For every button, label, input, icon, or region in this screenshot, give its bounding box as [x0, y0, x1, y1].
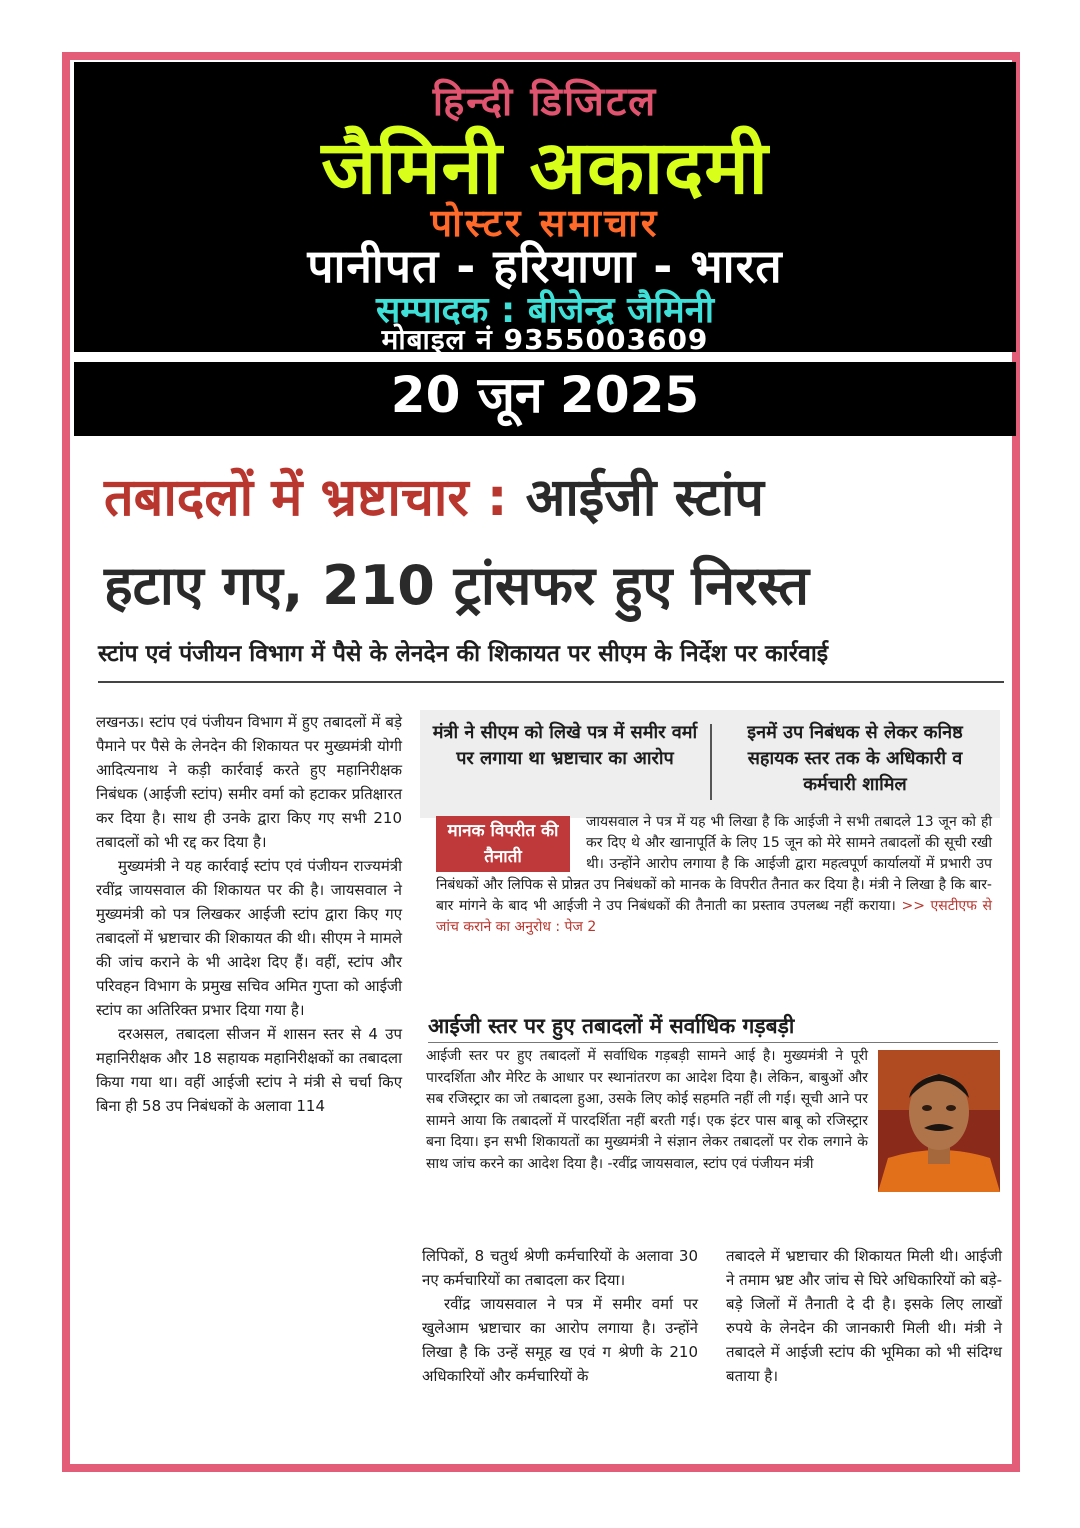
- masthead-subtitle: पोस्टर समाचार: [430, 201, 660, 245]
- divider: [98, 681, 1004, 683]
- masthead-location: पानीपत - हरियाणा - भारत: [307, 239, 783, 293]
- headline-dark: आईजी स्टांप: [525, 468, 764, 528]
- news-clipping: [84, 446, 1010, 1456]
- masthead-mobile: मोबाइल नं 9355003609: [381, 323, 709, 356]
- article-column-3: [726, 1244, 1002, 1388]
- minister-quote: आईजी स्तर पर हुए तबादलों में सर्वाधिक गड़बड़ी सामने आई है। मुख्यमंत्री ने पूरी पारदर्शिता और मेरिट के आधार पर स्थानांतरण का आदेश दिया है। लेकिन, बाबुओं और सब रजिस्ट्रार का जो तबादला हुआ, उसके लिए कोई सहमति नहीं ली गई। सूची आने पर सामने आया कि तबादलों में पारदर्शिता नहीं बरती गई। एक इंटर पास बाबू को रजिस्ट्रार बना दिया। इन सभी शिकायतों का मुख्यमंत्री ने संज्ञान लेकर तबादलों पर रोक लगाने के साथ जांच करने का आदेश दिया है। -रवींद्र जायसवाल, स्टांप एवं पंजीयन मंत्री: [426, 1048, 868, 1172]
- section-heading: आईजी स्तर पर हुए तबादलों में सर्वाधिक गड़बड़ी: [428, 1014, 795, 1038]
- masthead-tagline: हिन्दी डिजिटल: [432, 79, 658, 125]
- article-paragraph: मुख्यमंत्री ने यह कार्रवाई स्टांप एवं पंजीयन राज्यमंत्री रवींद्र जायसवाल की शिकायत पर की है। जायसवाल ने मुख्यमंत्री को पत्र लिखकर आईजी स्टांप द्वारा किए गए तबादलों में भ्रष्टाचार की शिकायत की थी। सीएम ने मामले की जांच कराने के भी आदेश दिए हैं। वहीं, स्टांप और परिवहन विभाग के प्रमुख सचिव अमित गुप्ता को आईजी स्टांप का अतिरिक्त प्रभार दिया गया है।: [96, 857, 402, 1019]
- article-paragraph: रवींद्र जायसवाल ने पत्र में समीर वर्मा पर खुलेआम भ्रष्टाचार का आरोप लगाया है। उन्होंने लिखा है कि उन्हें समूह ख एवं ग श्रेणी के 210 अधिकारियों और कर्मचारियों के: [422, 1295, 698, 1385]
- page-reference: >> एसटीएफ से जांच कराने का अनुरोध : पेज 2: [436, 898, 993, 935]
- highlight-left: मंत्री ने सीएम को लिखे पत्र में समीर वर्मा पर लगाया था भ्रष्टाचार का आरोप: [432, 722, 698, 769]
- article-column-1: [96, 710, 402, 1118]
- minister-photo: [878, 1050, 1000, 1192]
- highlight-box: [420, 710, 1000, 818]
- date-bar: 20 जून 2025: [74, 362, 1016, 436]
- box-story-text: जायसवाल ने पत्र में यह भी लिखा है कि आईजी ने सभी तबादले 13 जून को ही कर दिए थे और खानापूर्ति के लिए 15 जून को मेरे सामने तबादलों की सूची रखी थी। उन्होंने आरोप लगाया है कि आईजी द्वारा महत्वपूर्ण कार्यालयों में प्रभारी उप निबंधकों और लिपिक से प्रोन्नत उप निबंधकों को मानक के विपरीत तैनात कर दिया है। मंत्री ने लिखा है कि बार-बार मांगने के बाद भी आईजी ने उप निबंधकों की तैनाती का प्रस्ताव उपलब्ध नहीं कराया।: [436, 814, 992, 914]
- highlight-divider: [710, 724, 712, 800]
- headline-red: तबादलों में भ्रष्टाचार :: [104, 468, 508, 528]
- article-paragraph: दरअसल, तबादला सीजन में शासन स्तर से 4 उप महानिरीक्षक और 18 सहायक महानिरीक्षकों का तबादला किया गया था। वहीं आईजी स्टांप ने मंत्री से चर्चा किए बिना ही 58 उप निबंधकों के अलावा 114: [96, 1025, 402, 1115]
- article-paragraph: लिपिकों, 8 चतुर्थ श्रेणी कर्मचारियों के अलावा 30 नए कर्मचारियों का तबादला कर दिया।: [422, 1247, 698, 1289]
- masthead: [74, 62, 1016, 356]
- headline-line1: [104, 460, 764, 531]
- highlight-right: इनमें उप निबंधक से लेकर कनिष्ठ सहायक स्तर तक के अधिकारी व कर्मचारी शामिल: [747, 722, 963, 795]
- headline-line2: हटाए गए, 210 ट्रांसफर हुए निरस्त: [104, 554, 810, 617]
- subheadline: स्टांप एवं पंजीयन विभाग में पैसे के लेनदेन की शिकायत पर सीएम के निर्देश पर कार्रवाई: [98, 641, 829, 667]
- masthead-editor: सम्पादक : बीजेन्द्र जैमिनी: [375, 290, 715, 331]
- masthead-title: जैमिनी अकादमी: [321, 125, 769, 211]
- article-paragraph: तबादले में भ्रष्टाचार की शिकायत मिली थी। आईजी ने तमाम भ्रष्ट और जांच से घिरे अधिकारियों को बड़े-बड़े जिलों में तैनाती दे दी है। इसके लिए लाखों रुपये के लेनदेन की जानकारी मिली थी। मंत्री ने तबादले में आईजी स्टांप की भूमिका को भी संदिग्ध बताया है।: [726, 1247, 1002, 1385]
- portrait-image: [878, 1050, 1000, 1192]
- article-paragraph: लखनऊ। स्टांप एवं पंजीयन विभाग में हुए तबादलों में बड़े पैमाने पर पैसे के लेनदेन की शिकायत पर मुख्यमंत्री योगी आदित्यनाथ ने कड़ी कार्रवाई करते हुए महानिरीक्षक निबंधक (आईजी स्टांप) समीर वर्मा को हटाकर प्रतिक्षारत कर दिया है। साथ ही उनके द्वारा किए गए सभी 210 तबादलों को भी रद्द कर दिया है।: [96, 713, 402, 851]
- article-column-2: [422, 1244, 698, 1388]
- section-divider: [428, 1042, 998, 1043]
- box-label: मानक विपरीत की तैनाती: [436, 816, 570, 872]
